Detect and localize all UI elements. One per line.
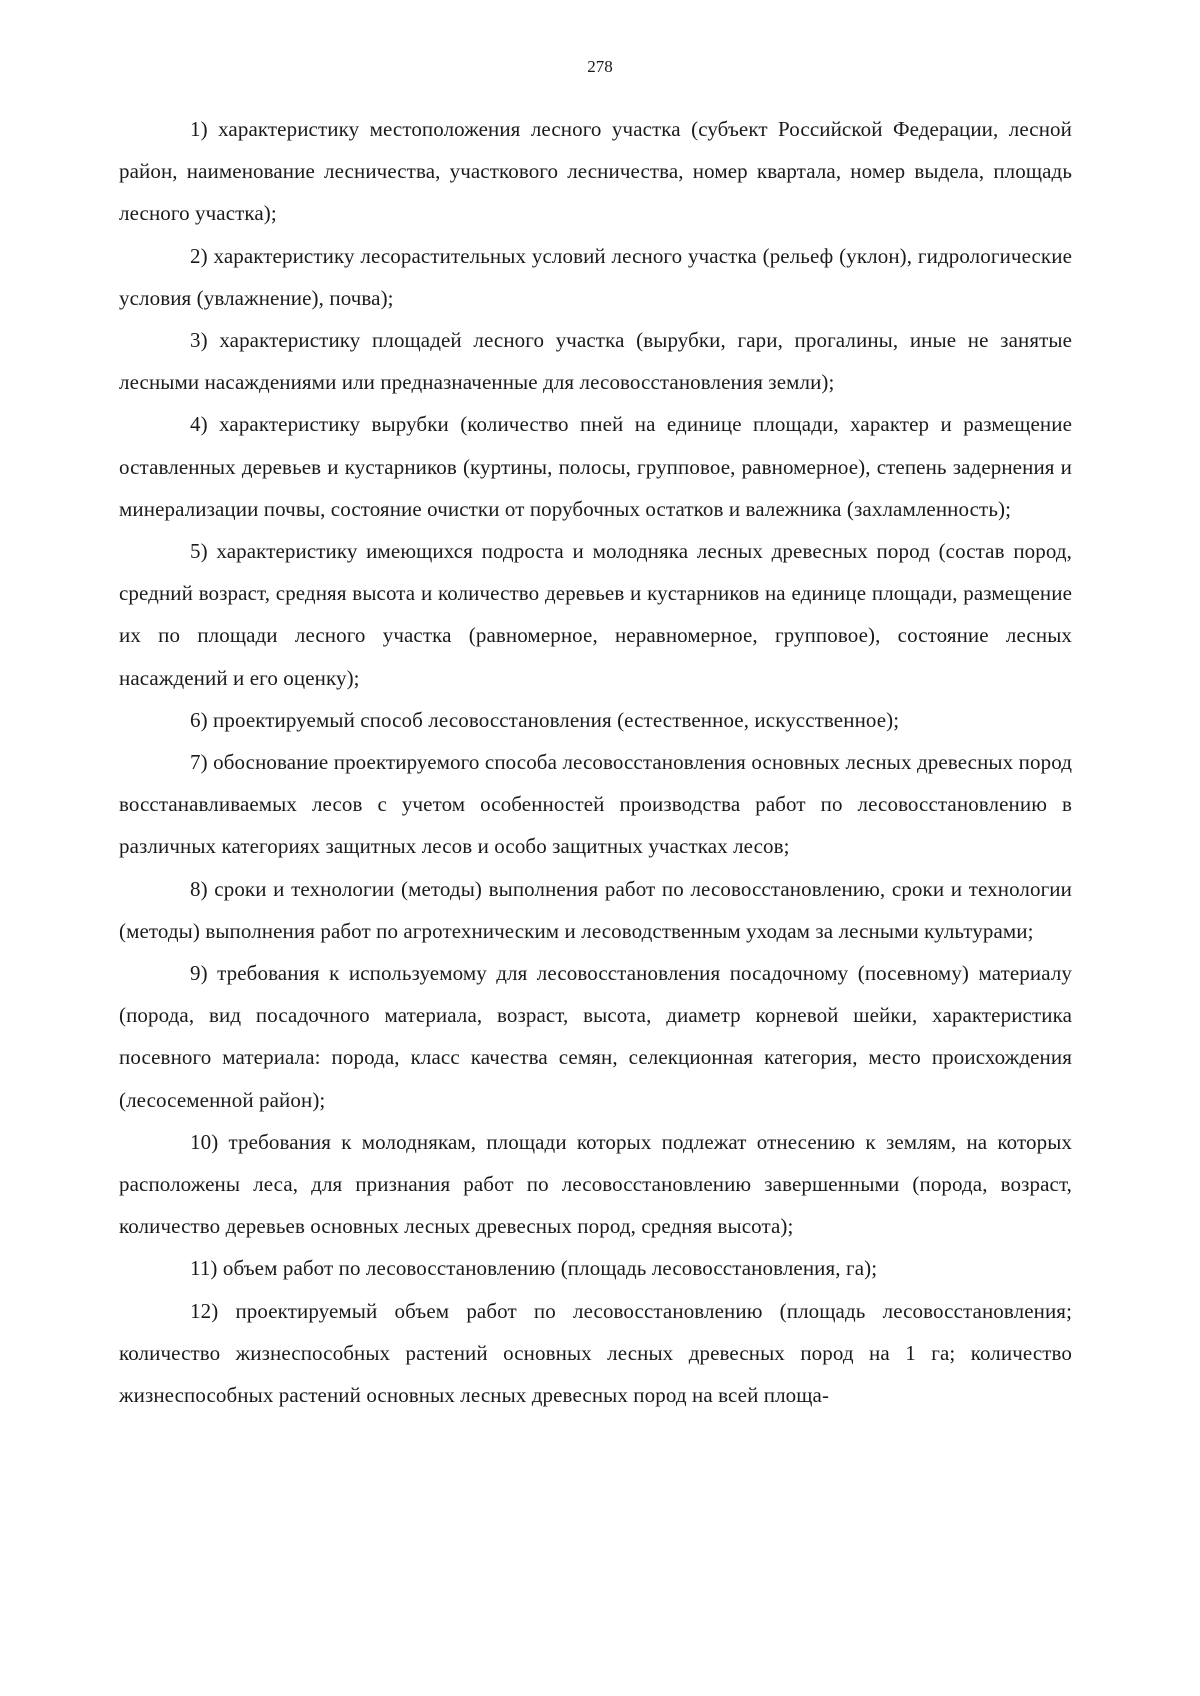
document-body <box>119 108 1072 1416</box>
list-item-12: 12) проектируемый объем работ по лесовосстановлению (площадь лесовосстановления; количество жизнеспособных растений основных лесных древесных пород на 1 га; количество жизнеспособных растений основных лесных древесных пород на всей площа- <box>119 1298 1072 1408</box>
list-item-8: 8) сроки и технологии (методы) выполнения работ по лесовосстановлению, сроки и технологии (методы) выполнения работ по агротехническим и лесоводственным уходам за лесными культурами; <box>119 876 1072 943</box>
list-item-11: 11) объем работ по лесовосстановлению (площадь лесовосстановления, га); <box>190 1256 878 1281</box>
list-item-10: 10) требования к молоднякам, площади которых подлежат отнесению к землям, на которых расположены леса, для признания работ по лесовосстановлению завершенными (порода, возраст, количество деревьев основных лесных древесных пород, средняя высота); <box>119 1129 1072 1239</box>
list-item-6: 6) проектируемый способ лесовосстановления (естественное, искусственное); <box>190 707 900 732</box>
list-item-5: 5) характеристику имеющихся подроста и молодняка лесных древесных пород (состав пород, средний возраст, средняя высота и количество деревьев и кустарников на единице площади, размещение их по площади лесного участка (равномерное, неравномерное, групповое), состояние лесных насаждений и его оценку); <box>119 539 1072 690</box>
list-item-4: 4) характеристику вырубки (количество пней на единице площади, характер и размещение оставленных деревьев и кустарников (куртины, полосы, групповое, равномерное), степень задернения и минерализации почвы, состояние очистки от порубочных остатков и валежника (захламленность); <box>119 412 1072 521</box>
list-item-1: 1) характеристику местоположения лесного участка (субъект Российской Федерации, лесной район, наименование лесничества, участкового лесничества, номер квартала, номер выдела, площадь лесного участка); <box>119 117 1072 226</box>
list-item-9: 9) требования к используемому для лесовосстановления посадочному (посевному) материалу (порода, вид посадочного материала, возраст, высота, диаметр корневой шейки, характеристика посевного материала: порода, класс качества семян, селекционная категория, место происхождения (лесосеменной район); <box>119 961 1072 1112</box>
list-item-2: 2) характеристику лесорастительных условий лесного участка (рельеф (уклон), гидрологические условия (увлажнение), почва); <box>119 243 1072 310</box>
page-number: 278 <box>587 57 613 76</box>
list-item-3: 3) характеристику площадей лесного участка (вырубки, гари, прогалины, иные не занятые лесными насаждениями или предназначенные для лесовосстановления земли); <box>119 328 1072 395</box>
list-item-7: 7) обоснование проектируемого способа лесовосстановления основных лесных древесных пород восстанавливаемых лесов с учетом особенностей производства работ по лесовосстановлению в различных категориях защитных лесов и особо защитных участках лесов; <box>119 750 1072 859</box>
